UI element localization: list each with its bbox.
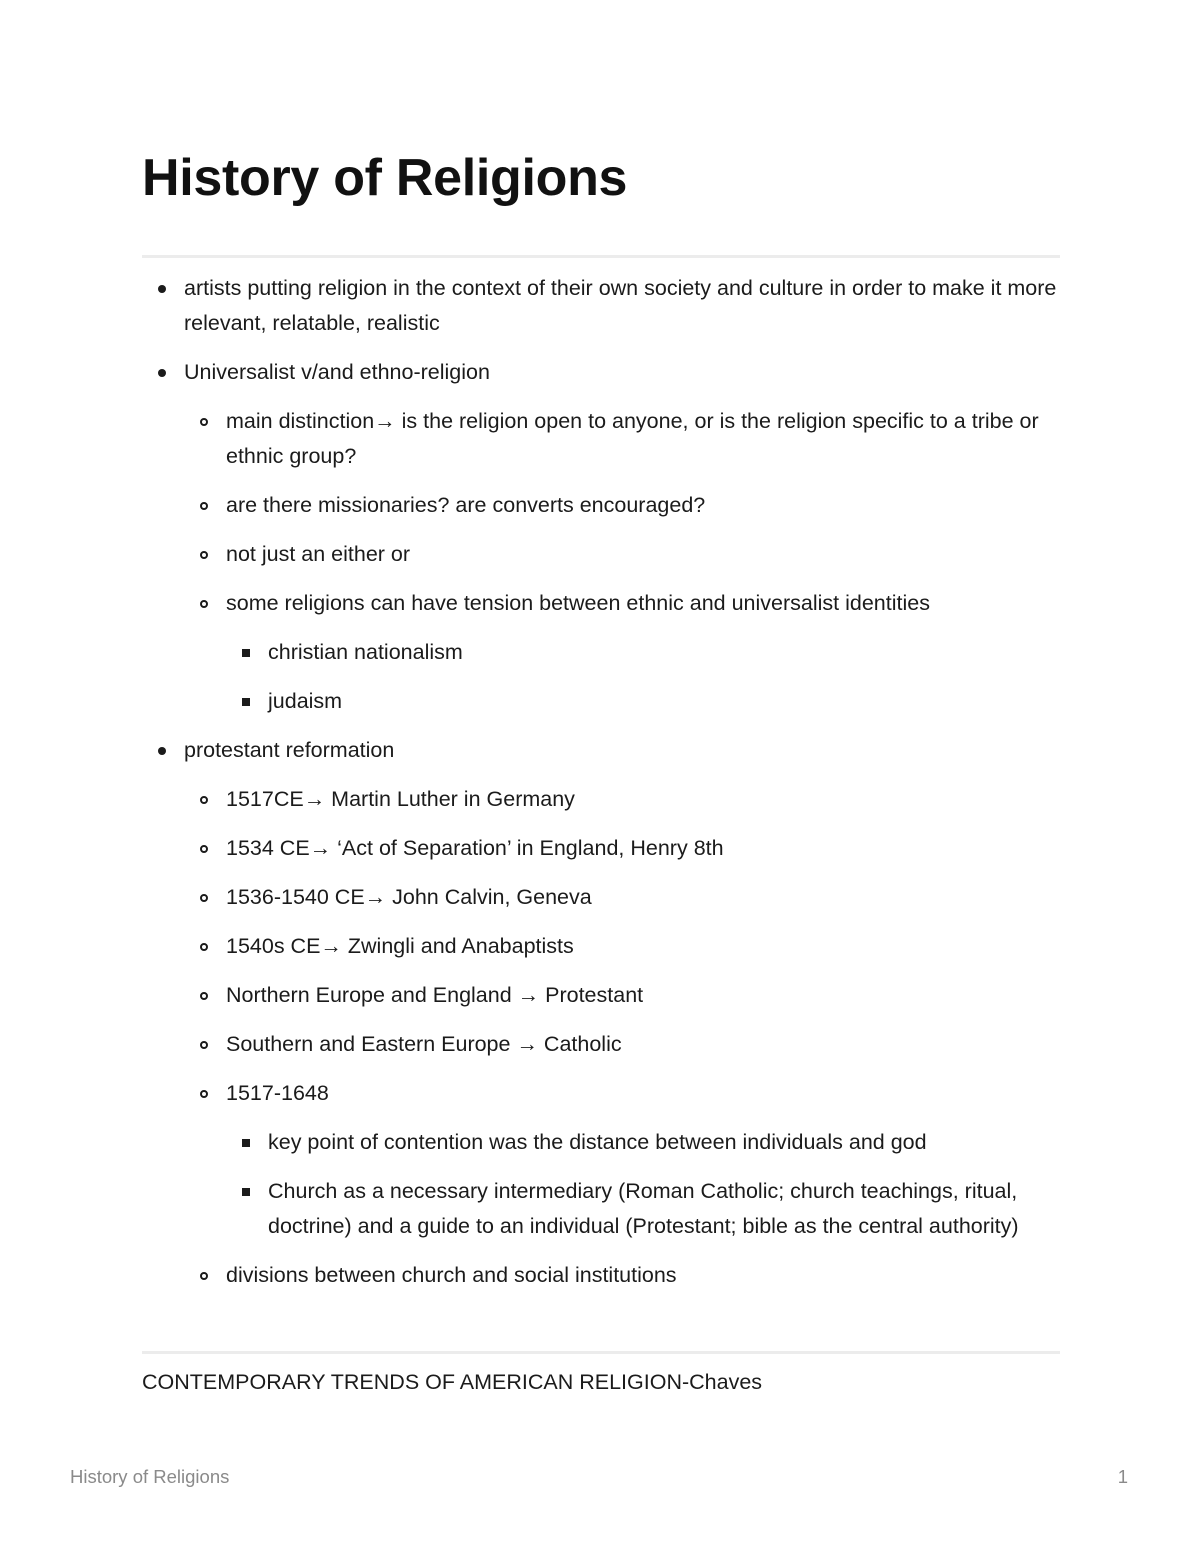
circle-bullet-icon [200,894,208,902]
list-item [184,537,1060,572]
circle-bullet-icon [200,1272,208,1280]
outline-level-2 [184,782,1060,1293]
title-divider [142,255,1060,258]
square-bullet-icon [242,698,250,706]
list-item-text: Northern Europe and England → Protestant [226,983,644,1007]
list-item-text: Church as a necessary intermediary (Roman Catholic; church teachings, ritual, doctrine) and a guide to an individual (Protestant; bible as the central authority) [268,1179,1019,1238]
list-item [184,831,1060,866]
list-item [226,684,1060,719]
page-title: History of Religions [142,149,628,207]
list-item [226,635,1060,670]
circle-bullet-icon [200,845,208,853]
circle-bullet-icon [200,1090,208,1098]
circle-bullet-icon [200,418,208,426]
list-item [226,1174,1060,1244]
notes-outline [142,271,1060,1307]
circle-bullet-icon [200,992,208,1000]
list-item-text: some religions can have tension between ethnic and universalist identities [226,591,930,615]
section-divider [142,1351,1060,1354]
list-item-text: 1517-1648 [226,1081,329,1105]
disc-bullet-icon [158,747,166,755]
square-bullet-icon [242,1139,250,1147]
list-item-text: Universalist v/and ethno-religion [184,360,490,384]
list-item [184,404,1060,474]
circle-bullet-icon [200,600,208,608]
circle-bullet-icon [200,1041,208,1049]
list-item [142,355,1060,719]
footer-title: History of Religions [70,1466,230,1487]
list-item [184,488,1060,523]
list-item-text: are there missionaries? are converts encouraged? [226,493,706,517]
circle-bullet-icon [200,502,208,510]
square-bullet-icon [242,649,250,657]
list-item-text: not just an either or [226,542,411,566]
list-item [184,1258,1060,1293]
list-item [142,271,1060,341]
circle-bullet-icon [200,943,208,951]
outline-level-3 [226,1125,1060,1244]
list-item-text: 1540s CE→ Zwingli and Anabaptists [226,934,574,958]
circle-bullet-icon [200,796,208,804]
list-item [184,880,1060,915]
outline-level-2 [184,404,1060,719]
list-item-text: protestant reformation [184,738,395,762]
list-item-text: main distinction→ is the religion open to anyone, or is the religion specific to a tribe or ethnic group? [226,409,1039,468]
footer-page-number: 1 [1117,1466,1128,1487]
list-item-text: divisions between church and social institutions [226,1263,677,1287]
list-item-text: key point of contention was the distance between individuals and god [268,1130,927,1154]
list-item-text: 1536-1540 CE→ John Calvin, Geneva [226,885,592,909]
section-heading: CONTEMPORARY TRENDS OF AMERICAN RELIGION-Chaves [142,1370,763,1394]
disc-bullet-icon [158,369,166,377]
circle-bullet-icon [200,551,208,559]
outline-level-3 [226,635,1060,719]
list-item [184,782,1060,817]
square-bullet-icon [242,1188,250,1196]
list-item-text: judaism [268,689,343,713]
list-item-text: 1517CE→ Martin Luther in Germany [226,787,575,811]
list-item-text: christian nationalism [268,640,463,664]
list-item-text: artists putting religion in the context of their own society and culture in order to make it more relevant, relatable, realistic [184,276,1057,335]
list-item [184,586,1060,719]
list-item-text: Southern and Eastern Europe → Catholic [226,1032,622,1056]
list-item [184,929,1060,964]
list-item-text: 1534 CE→ ‘Act of Separation’ in England, Henry 8th [226,836,724,860]
outline-level-1 [142,271,1060,1293]
disc-bullet-icon [158,285,166,293]
list-item [226,1125,1060,1160]
list-item [142,733,1060,1293]
list-item [184,978,1060,1013]
list-item [184,1076,1060,1244]
list-item [184,1027,1060,1062]
